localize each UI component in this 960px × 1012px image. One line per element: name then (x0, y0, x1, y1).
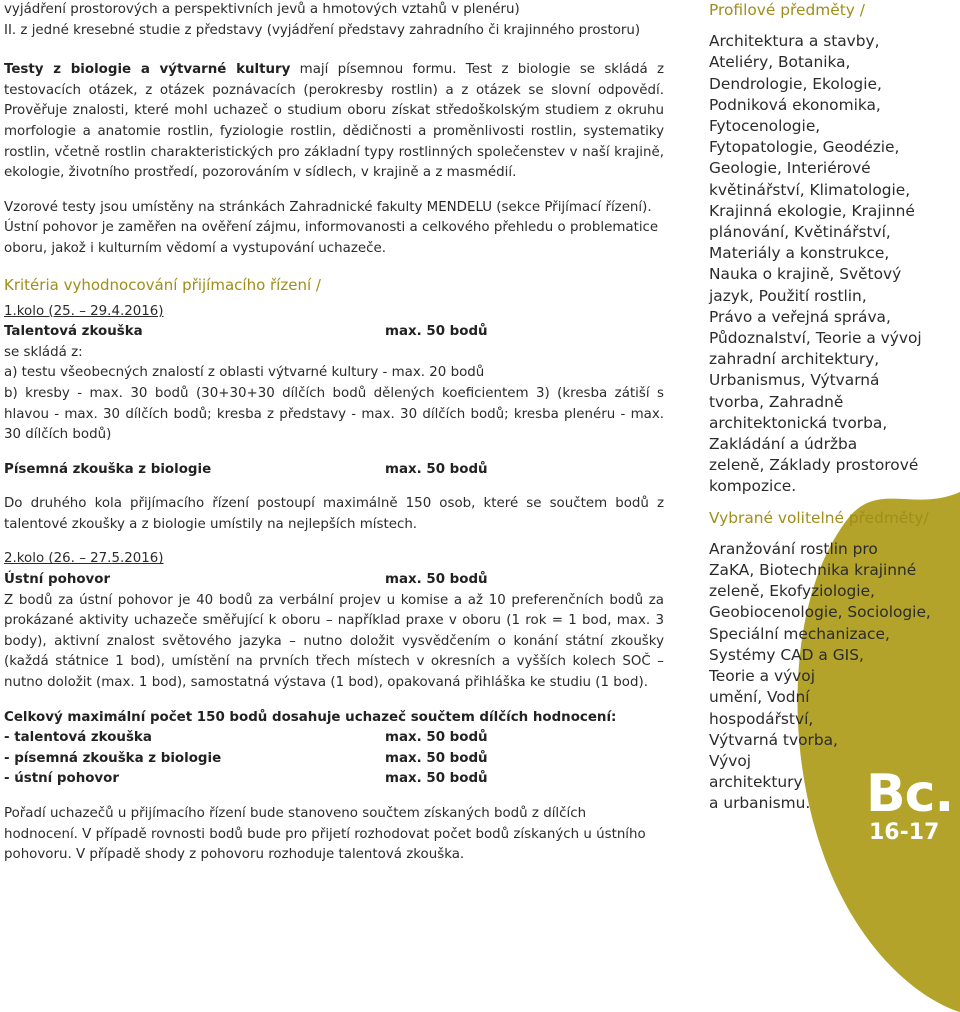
profile-subject-line: zeleně, Základy prostorové (709, 456, 919, 475)
intro-line: vyjádření prostorových a perspektivních jevů a hmotových vztahů v plenéru) (4, 2, 520, 17)
summary-row (4, 728, 664, 749)
profile-subject-line: Fytopatologie, Geodézie, (709, 138, 900, 157)
tests-paragraph (4, 60, 664, 184)
main-column (4, 0, 664, 866)
profile-subject-line: zahradní architektury, (709, 350, 880, 369)
profile-heading: Profilové předměty / (709, 1, 865, 19)
summary-points: max. 50 bodů (385, 750, 488, 766)
tests-text: mají písemnou formu. Test z biologie se skládá z testovacích otázek, z otázek poznávacích (perokresby rostlin) a z otázek se slovní odpovědí. Prověřuje znalosti, které mohl uchazeč o studium oboru získat středoškolským studiem z okruhu morfologie a anatomie rostlin, fyziologie rostlin, dědičnosti a proměnlivosti rostlin, systematiky rostlin, včetně rostlin charakteristických pro základní typy rostlinných společenstev v naší krajině, ekologie, životního prostředí, pozorováním v sídlech, v krajině a z masmédií. (4, 62, 665, 181)
tests-bold: Testy z biologie a výtvarné kultury (4, 62, 291, 78)
part-b: b) kresby - max. 30 bodů (30+30+30 dílčích bodů dělených koeficientem 3) (kresba zátiší s hlavou - max. 30 dílčích bodů; kresba z představy - max. 30 dílčích bodů; kresba plenéru - max. 30 dílčích bodů) (4, 385, 664, 443)
criteria-heading: Kritéria vyhodnocování přijímacího řízení / (4, 275, 321, 294)
profile-subject-line: Zakládání a údržba (709, 435, 858, 454)
elective-subject-line: a urbanismu. (709, 794, 811, 813)
profile-subject-line: kompozice. (709, 477, 797, 496)
consists-of: se skládá z: (4, 344, 83, 360)
profile-subject-line: Nauka o krajině, Světový (709, 265, 902, 284)
part-a: a) testu všeobecných znalostí z oblasti výtvarné kultury - max. 20 bodů (4, 365, 485, 381)
elective-subject-line: ZaKA, Biotechnika krajinné (709, 561, 917, 580)
profile-subject-line: Architektura a stavby, (709, 32, 880, 51)
profile-subject-line: architektonická tvorba, (709, 413, 888, 432)
profile-subject-line: Urbanismus, Výtvarná (709, 371, 880, 390)
elective-subject-line: Speciální mechanizace, (709, 624, 890, 643)
sidebar (709, 0, 934, 815)
profile-subject-line: Materiály a konstrukce, (709, 244, 890, 263)
elective-subject-line: hospodářství, (709, 709, 814, 728)
elective-subject-line: Systémy CAD a GIS, (709, 645, 864, 664)
profile-subject-line: plánování, Květinářství, (709, 223, 891, 242)
profile-subject-line: tvorba, Zahradně (709, 392, 844, 411)
round2-heading: 2.kolo (26. – 27.5.2016) (4, 551, 164, 567)
advance-paragraph: Do druhého kola přijímacího řízení postoupí maximálně 150 osob, které se součtem bodů z talentové zkoušky a z biologie umístily na nejlepších místech. (4, 496, 664, 532)
total-heading: Celkový maximální počet 150 bodů dosahuje uchazeč součtem dílčích hodnocení: (4, 709, 617, 725)
summary-points: max. 50 bodů (385, 771, 488, 787)
elective-subject-line: architektury (709, 773, 803, 792)
profile-subjects (709, 31, 934, 497)
profile-subject-line: Geologie, Interiérové (709, 159, 871, 178)
profile-subject-line: květinářství, Klimatologie, (709, 180, 911, 199)
oral-row (4, 570, 664, 591)
closing-paragraph: Pořadí uchazečů u přijímacího řízení bude stanoveno součtem získaných bodů z dílčích hodnocení. V případě rovnosti bodů bude pro přijetí rozhodovat počet bodů získaných u ústního pohovoru. V případě shody z pohovoru rozhoduje talentová zkouška. (4, 806, 646, 863)
bio-row (4, 460, 664, 481)
elective-subject-line: umění, Vodní (709, 688, 810, 707)
elective-subject-line: Výtvarná tvorba, (709, 730, 838, 749)
profile-subject-line: jazyk, Použití rostlin, (709, 286, 867, 305)
talent-label: Talentová zkouška (4, 324, 143, 340)
profile-subject-line: Krajinná ekologie, Krajinné (709, 201, 915, 220)
round1-heading: 1.kolo (25. – 29.4.2016) (4, 303, 164, 319)
elective-subjects (709, 539, 934, 815)
summary-label: - talentová zkouška (4, 730, 152, 746)
oral-paragraph: Z bodů za ústní pohovor je 40 bodů za verbální projev u komise a až 10 preferenčních bodů za prokázané aktivity uchazeče směřující k oboru – například praxe v oboru (1 rok = 1 bod, max. 3 body), aktivní znalost světového jazyka – nutno doložit vysvědčením o konání státní zkoušky (každá státnice 1 bod), umístění na prvních třech místech v okresních a vyšších kolech SOČ – nutno doložit (max. 1 bod), samostatná výstava (1 bod), opakovaná přihláška ke studiu (1 bod). (4, 592, 664, 691)
elective-subject-line: Geobiocenologie, Sociologie, (709, 603, 931, 622)
talent-row (4, 322, 664, 343)
sample-tests-paragraph: Vzorové testy jsou umístěny na stránkách Zahradnické fakulty MENDELU (sekce Přijímací řízení). Ústní pohovor je zaměřen na ověření zájmu, informovanosti a celkového přehledu o problematice oboru, jakož i kulturním vědomí a vystupování uchazeče. (4, 199, 659, 256)
profile-subject-line: Podniková ekonomika, (709, 95, 881, 114)
year-label: 16-17 (869, 820, 940, 845)
summary-row (4, 769, 664, 790)
summary-row (4, 749, 664, 770)
oral-label: Ústní pohovor (4, 572, 111, 588)
bio-points: max. 50 bodů (385, 461, 488, 477)
elective-subject-line: Aranžování rostlin pro (709, 539, 878, 558)
bio-label: Písemná zkouška z biologie (4, 461, 212, 477)
profile-subject-line: Právo a veřejná správa, (709, 307, 891, 326)
profile-subject-line: Fytocenologie, (709, 117, 821, 136)
profile-subject-line: Ateliéry, Botanika, (709, 53, 851, 72)
talent-points: max. 50 bodů (385, 324, 488, 340)
degree-label: Bc. (866, 764, 954, 824)
oral-points: max. 50 bodů (385, 572, 488, 588)
intro-line: II. z jedné kresebné studie z představy (vyjádření představy zahradního či krajinného prostoru) (4, 22, 641, 38)
elective-subject-line: Vývoj (709, 751, 752, 770)
elective-subject-line: zeleně, Ekofyziologie, (709, 582, 875, 601)
profile-subject-line: Dendrologie, Ekologie, (709, 74, 882, 93)
summary-label: - ústní pohovor (4, 771, 119, 787)
elective-subject-line: Teorie a vývoj (709, 667, 815, 686)
summary-label: - písemná zkouška z biologie (4, 750, 222, 766)
profile-subject-line: Půdoznalství, Teorie a vývoj (709, 329, 922, 348)
summary-points: max. 50 bodů (385, 730, 488, 746)
elective-heading: Vybrané volitelné předměty/ (709, 508, 929, 527)
